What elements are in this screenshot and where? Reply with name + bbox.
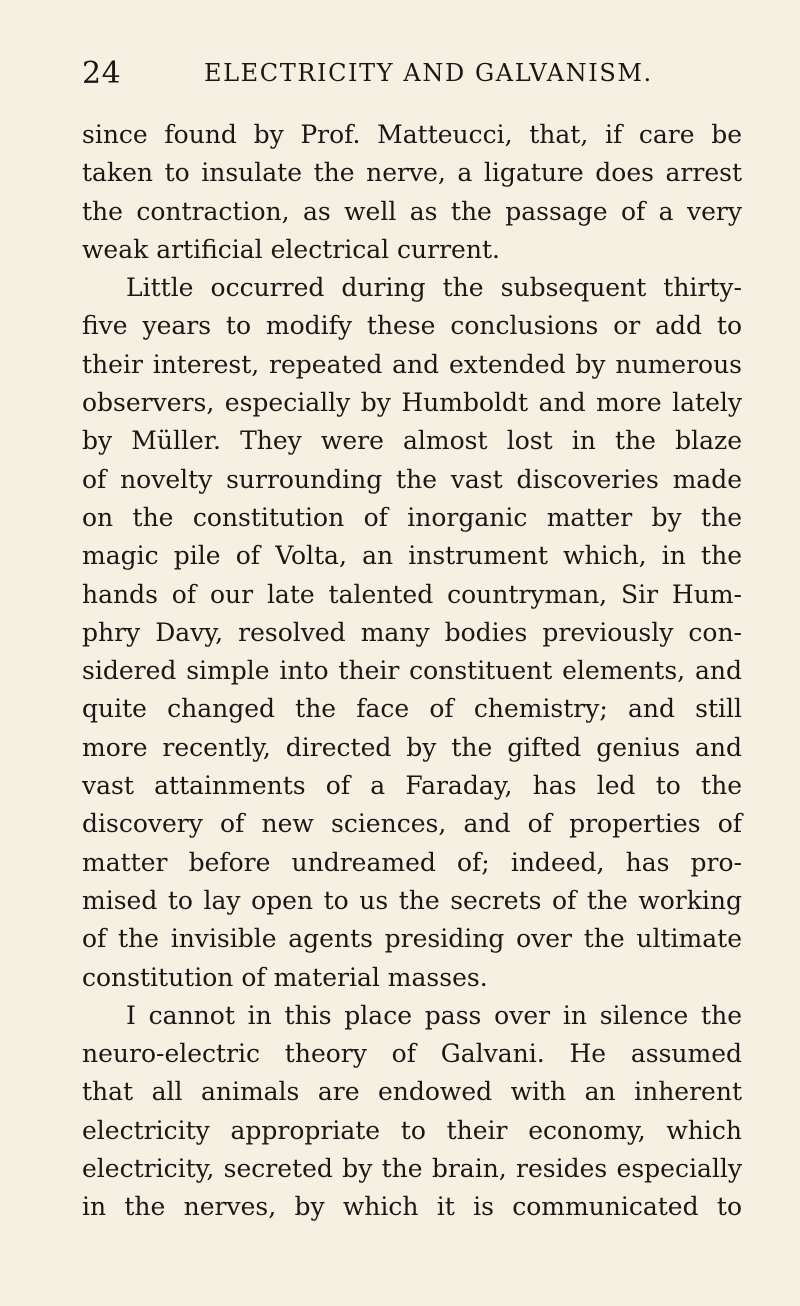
text-line: Little occurred during the subsequent thirty- xyxy=(126,273,742,303)
text-line: vast attainments of a Faraday, has led to the xyxy=(82,771,742,801)
text-line: constitution of material masses. xyxy=(82,962,488,992)
text-line: electricity, secreted by the brain, resides especially xyxy=(82,1154,742,1184)
text-line: sidered simple into their constituent elements, and xyxy=(82,656,742,686)
page-header xyxy=(82,56,742,92)
text-line: the contraction, as well as the passage of a very xyxy=(82,196,742,226)
text-line: electricity appropriate to their economy, which xyxy=(82,1115,742,1145)
text-line: on the constitution of inorganic matter by the xyxy=(82,502,742,532)
text-line: quite changed the face of chemistry; and still xyxy=(82,694,742,724)
text-line: five years to modify these conclusions or add to xyxy=(82,311,742,341)
text-line: weak artificial electrical current. xyxy=(82,234,500,264)
text-line: neuro-electric theory of Galvani. He assumed xyxy=(82,1039,742,1069)
text-line: hands of our late talented countryman, Sir Hum- xyxy=(82,579,742,609)
running-head: ELECTRICITY AND GALVANISM. xyxy=(204,59,653,87)
text-line: in the nerves, by which it is communicated to xyxy=(82,1192,742,1222)
text-line: of the invisible agents presiding over the ultimate xyxy=(82,924,742,954)
text-line: magic pile of Volta, an instrument which, in the xyxy=(82,541,742,571)
text-line: discovery of new sciences, and of properties of xyxy=(82,809,742,839)
body-text xyxy=(82,116,742,1227)
text-line: of novelty surrounding the vast discoveries made xyxy=(82,464,742,494)
text-line: their interest, repeated and extended by numerous xyxy=(82,349,742,379)
text-line: phry Davy, resolved many bodies previously con- xyxy=(82,617,742,647)
text-line: I cannot in this place pass over in silence the xyxy=(126,1000,742,1030)
text-line: since found by Prof. Matteucci, that, if care be xyxy=(82,120,742,149)
text-line: matter before undreamed of; indeed, has pro- xyxy=(82,847,742,877)
text-line: that all animals are endowed with an inherent xyxy=(82,1077,742,1107)
text-line: observers, especially by Humboldt and more lately xyxy=(82,388,742,418)
text-line: by Müller. They were almost lost in the blaze xyxy=(82,426,742,456)
text-line: taken to insulate the nerve, a ligature does arrest xyxy=(82,158,742,188)
text-line: more recently, directed by the gifted genius and xyxy=(82,732,742,762)
page-number: 24 xyxy=(82,56,122,91)
text-line: mised to lay open to us the secrets of the working xyxy=(82,885,742,915)
